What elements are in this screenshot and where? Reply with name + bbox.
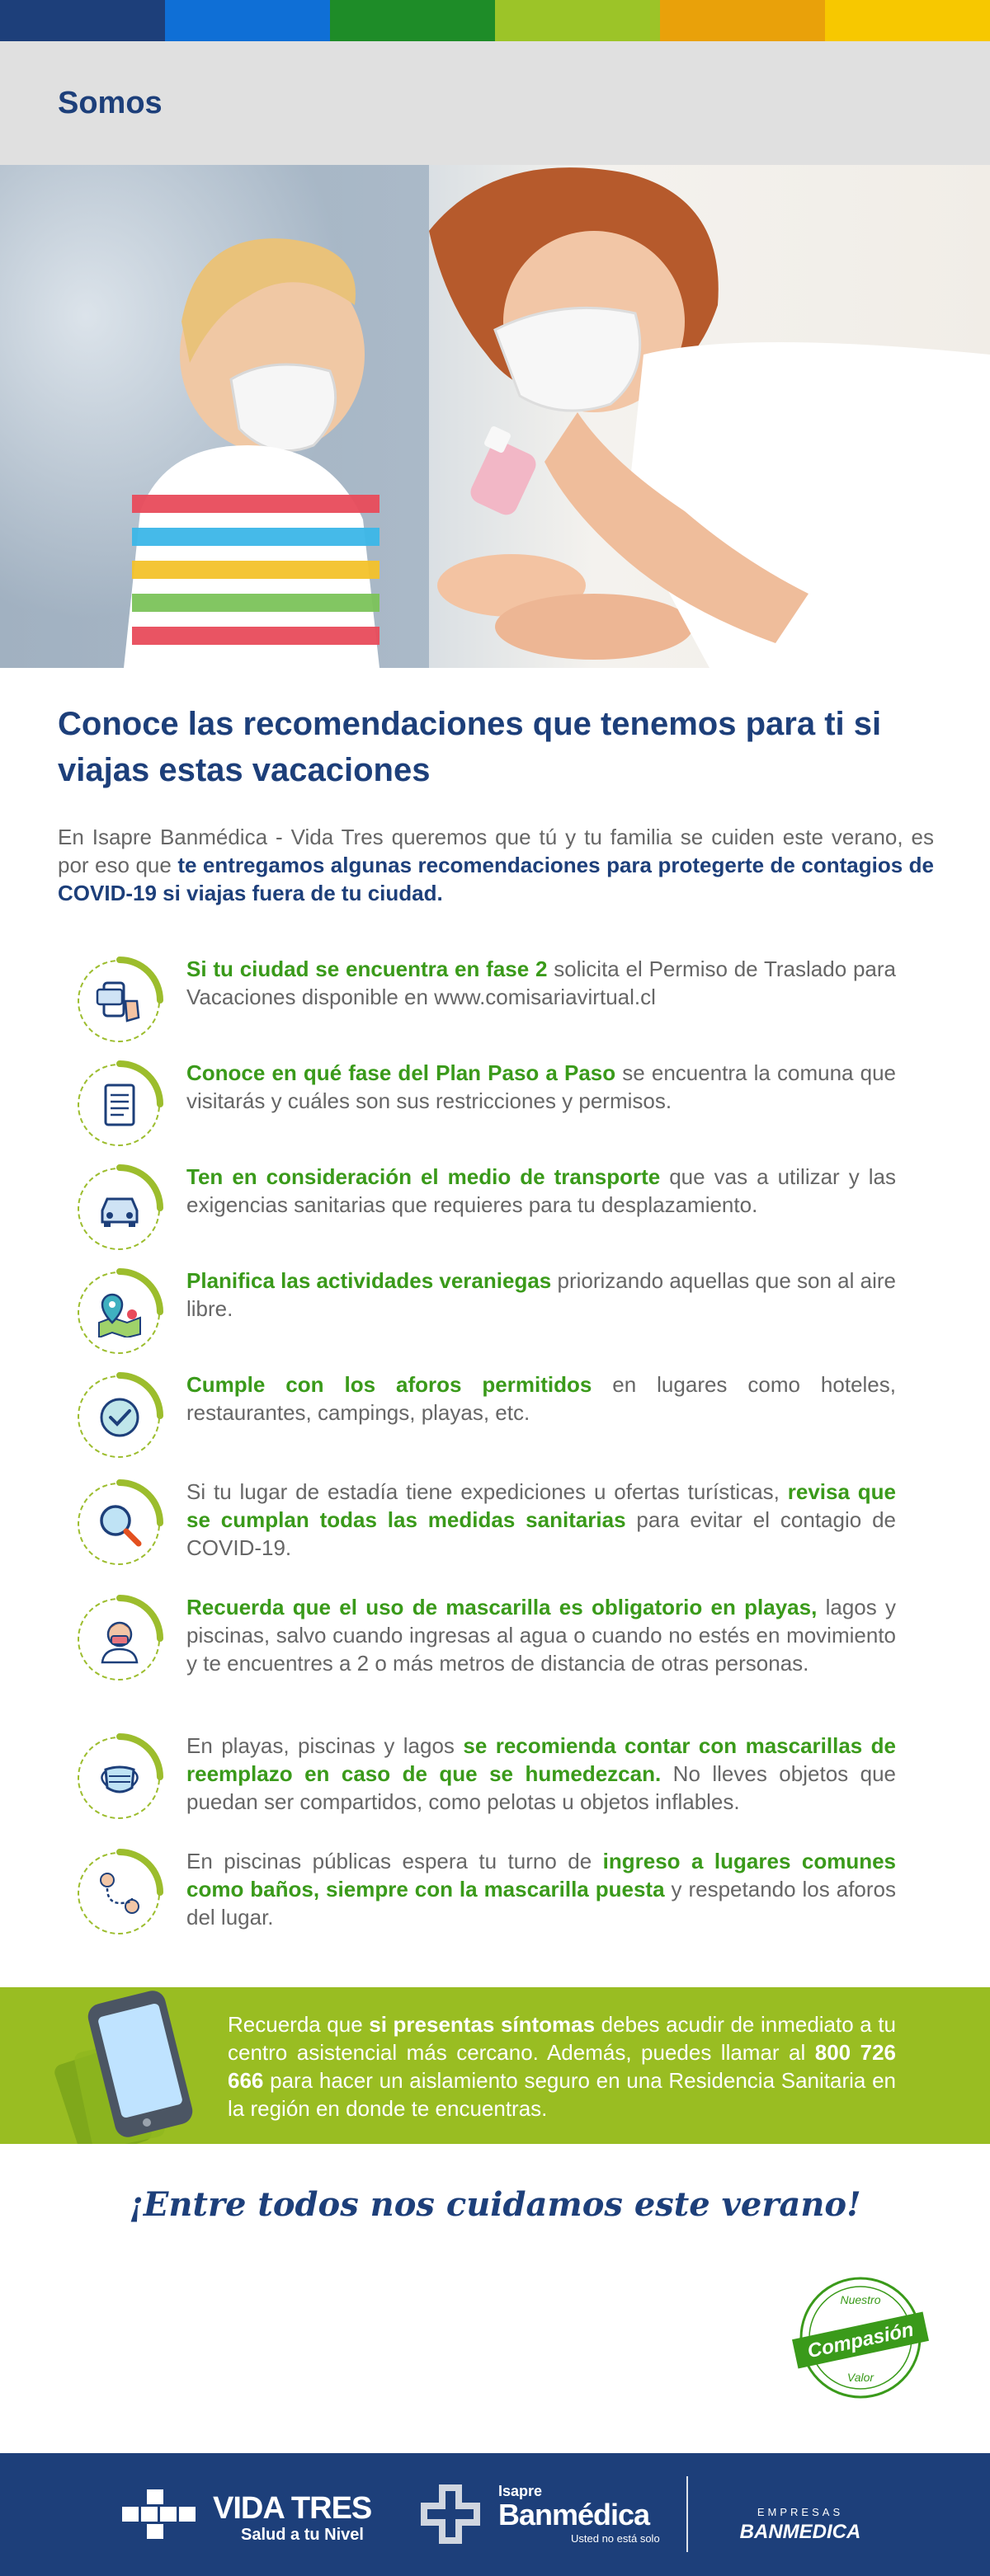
list-item: [74, 1847, 899, 1938]
banmedica-logo-icon: [414, 2484, 488, 2550]
check-circle-icon: [74, 1370, 165, 1461]
recommendations-list: [0, 907, 990, 1995]
hero-illustration: [0, 165, 990, 668]
footer-divider: [686, 2476, 688, 2552]
intro-highlight: te entregamos algunas recomendaciones para protegerte de contagios de COVID-19 si viajas fuera de tu ciudad.: [58, 853, 934, 905]
list-item: [74, 1478, 899, 1568]
slogan: ¡Entre todos nos cuidamos este verano!: [129, 2185, 861, 2224]
stripe-segment: [165, 0, 330, 41]
list-item: [74, 955, 899, 1046]
vidatres-logo-icon: [122, 2489, 205, 2539]
item-text: En playas, piscinas y lagos se recomienda contar con mascarillas de reemplazo en caso de que se humedezcan. No lleves objetos que puedan ser compartidos, como pelotas u objetos inflables.: [186, 1733, 896, 1814]
empresas-pre: EMPRESAS: [757, 2506, 844, 2518]
phone-icon: [50, 1987, 231, 2144]
masked-person-icon: [74, 1593, 165, 1684]
banmedica-tagline: Usted no está solo: [571, 2532, 660, 2545]
seal-top-text: Nuestro: [840, 2293, 881, 2306]
seal-bottom-text: Valor: [846, 2371, 874, 2384]
item-text: Si tu lugar de estadía tiene expediciones u ofertas turísticas, revisa que se cumplan todas las medidas sanitarias para evitar el contagio de COVID-19.: [186, 1479, 896, 1560]
vidatres-name: VIDA TRES: [213, 2491, 372, 2526]
seal-main-text: Compasión: [805, 2318, 916, 2363]
section-heading: Conoce las recomendaciones que tenemos para ti si viajas estas vacaciones: [58, 706, 882, 788]
footer: [0, 2453, 990, 2576]
intro-paragraph: [58, 823, 934, 907]
stripe-segment: [0, 0, 165, 41]
checklist-icon: [74, 1059, 165, 1149]
list-item: [74, 1593, 899, 1684]
list-item: [74, 1370, 899, 1461]
list-item: [74, 1059, 899, 1149]
intro-text: En Isapre Banmédica - Vida Tres queremos que tú y tu familia se cuiden este verano, es por eso que: [58, 825, 934, 877]
banmedica-pre: Isapre: [498, 2483, 543, 2499]
intro-section: [0, 668, 990, 907]
compassion-seal: [790, 2268, 931, 2408]
face-mask-icon: [74, 1732, 165, 1822]
car-icon: [74, 1163, 165, 1253]
hero-image: [0, 165, 990, 668]
item-text: Ten en consideración el medio de transporte que vas a utilizar y las exigencias sanitarias que requieres para tu desplazamiento.: [186, 1164, 896, 1217]
list-item: [74, 1732, 899, 1822]
empresas-name: BANMEDICA: [739, 2521, 861, 2543]
list-item: [74, 1163, 899, 1253]
distance-people-icon: [74, 1847, 165, 1938]
item-text: Cumple con los aforos permitidos en lugares como hoteles, restaurantes, campings, playas, etc.: [186, 1372, 896, 1425]
permit-phone-icon: [74, 955, 165, 1046]
color-stripe: [0, 0, 990, 41]
page-title: Somos: [58, 85, 163, 120]
item-text: Si tu ciudad se encuentra en fase 2 solicita el Permiso de Traslado para Vacaciones disponible en www.comisariavirtual.cl: [186, 957, 896, 1009]
item-text: Conoce en qué fase del Plan Paso a Paso se encuentra la comuna que visitarás y cuáles son sus restricciones y permisos.: [186, 1060, 896, 1113]
magnifier-icon: [74, 1478, 165, 1568]
list-item: [74, 1267, 899, 1357]
map-pin-icon: [74, 1267, 165, 1357]
stripe-segment: [495, 0, 660, 41]
vidatres-tagline: Salud a tu Nivel: [241, 2526, 364, 2544]
banmedica-name: Banmédica: [498, 2498, 650, 2531]
item-text: Planifica las actividades veraniegas priorizando aquellas que son al aire libre.: [186, 1268, 897, 1321]
symptoms-banner: [0, 1987, 990, 2144]
stripe-segment: [660, 0, 825, 41]
stripe-segment: [825, 0, 990, 41]
stripe-segment: [330, 0, 495, 41]
page-header: [0, 41, 990, 165]
item-text: En piscinas públicas espera tu turno de ingreso a lugares comunes como baños, siempre con la mascarilla puesta y respetando los aforos del lugar.: [186, 1849, 897, 1930]
banner-text: Recuerda que si presentas síntomas debes acudir de inmediato a tu centro asistencial más cercano. Además, puedes llamar al 800 726 666 para hacer un aislamiento seguro en una Residencia Sanitaria en la región en donde te encuentras.: [228, 2012, 896, 2121]
item-text: Recuerda que el uso de mascarilla es obligatorio en playas, lagos y piscinas, salvo cuando ingresas al agua o cuando no estés en movimiento y te encuentres a 2 o más metros de distancia de otras personas.: [186, 1595, 896, 1676]
